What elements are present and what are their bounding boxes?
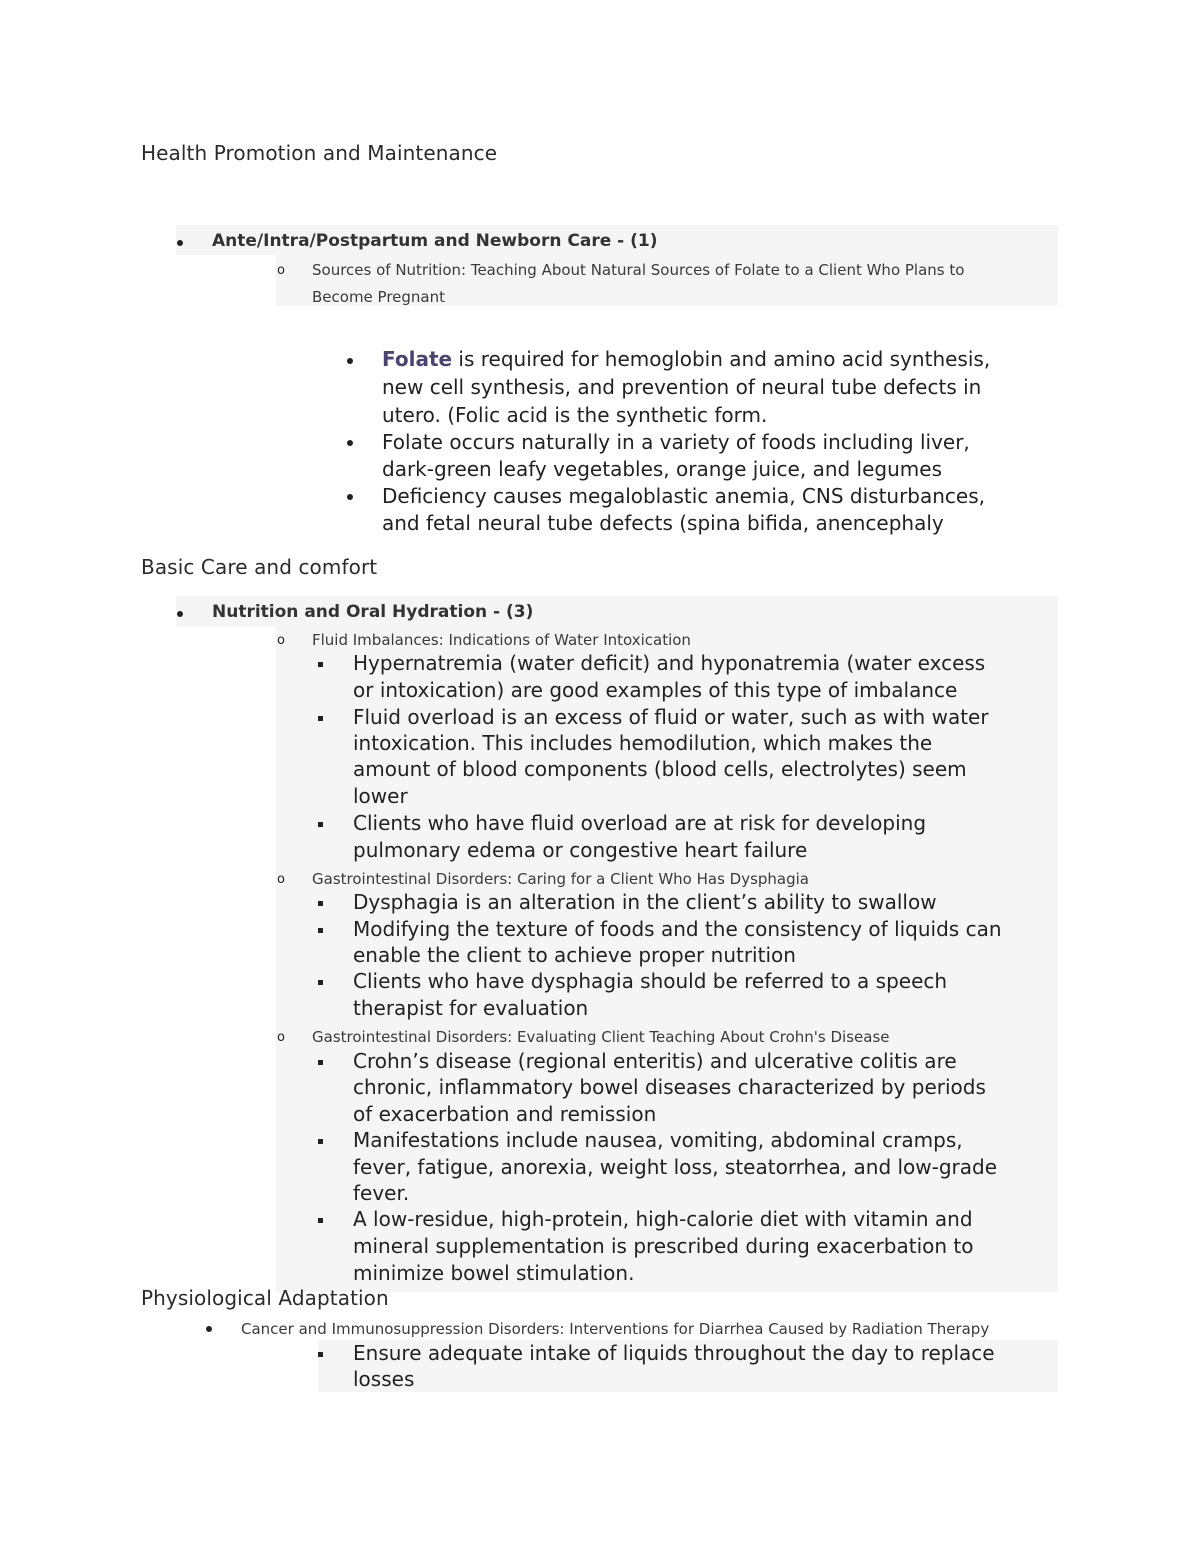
topic-cancer-immunosuppression: Cancer and Immunosuppression Disorders: Interventions for Diarrhea Caused by Radiation Therapy [241, 1320, 990, 1338]
crohns-point-3-line3: minimize bowel stimulation. [353, 1261, 635, 1285]
folate-point-3-line1: Deficiency causes megaloblastic anemia, CNS disturbances, [382, 484, 986, 508]
dysphagia-point-2-line2: enable the client to achieve proper nutrition [353, 943, 796, 967]
fluid-point-3-line1: Clients who have fluid overload are at risk for developing [353, 811, 927, 835]
crohns-point-1-line2: chronic, inflammatory bowel diseases characterized by periods [353, 1075, 986, 1099]
folate-point-1-line1: Folate is required for hemoglobin and amino acid synthesis, [382, 347, 991, 371]
dysphagia-point-2-line1: Modifying the texture of foods and the consistency of liquids can [353, 917, 1002, 941]
fluid-point-1-line2: or intoxication) are good examples of this type of imbalance [353, 678, 958, 702]
folate-point-2-line2: dark-green leafy vegetables, orange juice, and legumes [382, 457, 942, 481]
topic-antepartum-care: Ante/Intra/Postpartum and Newborn Care - (1) [212, 231, 658, 251]
crohns-point-2-line1: Manifestations include nausea, vomiting, abdominal cramps, [353, 1128, 963, 1152]
fluid-point-2-line3: amount of blood components (blood cells, electrolytes) seem [353, 757, 967, 781]
fluid-point-1-line1: Hypernatremia (water deficit) and hyponatremia (water excess [353, 651, 986, 675]
square-bullet-icon [318, 1352, 323, 1357]
folate-point-1-line2: new cell synthesis, and prevention of neural tube defects in [382, 375, 982, 399]
fluid-point-3-line2: pulmonary edema or congestive heart failure [353, 838, 808, 862]
crohns-point-3-line2: mineral supplementation is prescribed during exacerbation to [353, 1234, 974, 1258]
crohns-point-3-line1: A low-residue, high-protein, high-calorie diet with vitamin and [353, 1207, 973, 1231]
bullet-dot-icon [177, 240, 183, 246]
subtopic-folate-line1: Sources of Nutrition: Teaching About Natural Sources of Folate to a Client Who Plans to [312, 261, 965, 279]
diarrhea-point-1-line2: losses [353, 1367, 415, 1391]
circle-bullet-icon: o [277, 263, 285, 278]
square-bullet-icon [318, 716, 323, 721]
square-bullet-icon [318, 822, 323, 827]
subtopic-crohns: Gastrointestinal Disorders: Evaluating Client Teaching About Crohn's Disease [312, 1028, 890, 1046]
square-bullet-icon [318, 1139, 323, 1144]
section-title-basic-care: Basic Care and comfort [141, 555, 378, 579]
square-bullet-icon [318, 662, 323, 667]
diarrhea-point-1-line1: Ensure adequate intake of liquids throughout the day to replace [353, 1341, 995, 1365]
bullet-dot-icon [347, 358, 353, 364]
folate-point-3-line2: and fetal neural tube defects (spina bifida, anencephaly [382, 511, 944, 535]
folate-point-1-line3: utero. (Folic acid is the synthetic form. [382, 403, 768, 427]
square-bullet-icon [318, 1060, 323, 1065]
square-bullet-icon [318, 928, 323, 933]
circle-bullet-icon: o [277, 633, 285, 648]
dysphagia-point-1: Dysphagia is an alteration in the client’s ability to swallow [353, 890, 937, 914]
circle-bullet-icon: o [277, 1030, 285, 1045]
fluid-point-2-line4: lower [353, 784, 408, 808]
section-title-physiological-adaptation: Physiological Adaptation [141, 1286, 389, 1310]
bullet-dot-icon [347, 440, 353, 446]
subtopic-dysphagia: Gastrointestinal Disorders: Caring for a Client Who Has Dysphagia [312, 870, 809, 888]
square-bullet-icon [318, 980, 323, 985]
circle-bullet-icon: o [277, 872, 285, 887]
fluid-point-2-line2: intoxication. This includes hemodilution, which makes the [353, 731, 933, 755]
crohns-point-2-line3: fever. [353, 1181, 410, 1205]
square-bullet-icon [318, 1218, 323, 1223]
bullet-dot-icon [347, 494, 353, 500]
section-title-health-promotion: Health Promotion and Maintenance [141, 141, 498, 165]
bullet-dot-icon [177, 611, 183, 617]
crohns-point-1-line3: of exacerbation and remission [353, 1102, 657, 1126]
subtopic-folate-line2: Become Pregnant [312, 288, 446, 306]
dysphagia-point-3-line2: therapist for evaluation [353, 996, 589, 1020]
fluid-point-2-line1: Fluid overload is an excess of fluid or water, such as with water [353, 705, 989, 729]
crohns-point-1-line1: Crohn’s disease (regional enteritis) and ulcerative colitis are [353, 1049, 957, 1073]
bullet-dot-icon [206, 1326, 212, 1332]
folate-keyword: Folate [382, 347, 453, 371]
subtopic-fluid-imbalances: Fluid Imbalances: Indications of Water Intoxication [312, 631, 691, 649]
folate-point-2-line1: Folate occurs naturally in a variety of foods including liver, [382, 430, 970, 454]
crohns-point-2-line2: fever, fatigue, anorexia, weight loss, steatorrhea, and low-grade [353, 1155, 998, 1179]
square-bullet-icon [318, 901, 323, 906]
dysphagia-point-3-line1: Clients who have dysphagia should be referred to a speech [353, 969, 948, 993]
topic-nutrition-hydration: Nutrition and Oral Hydration - (3) [212, 602, 534, 622]
